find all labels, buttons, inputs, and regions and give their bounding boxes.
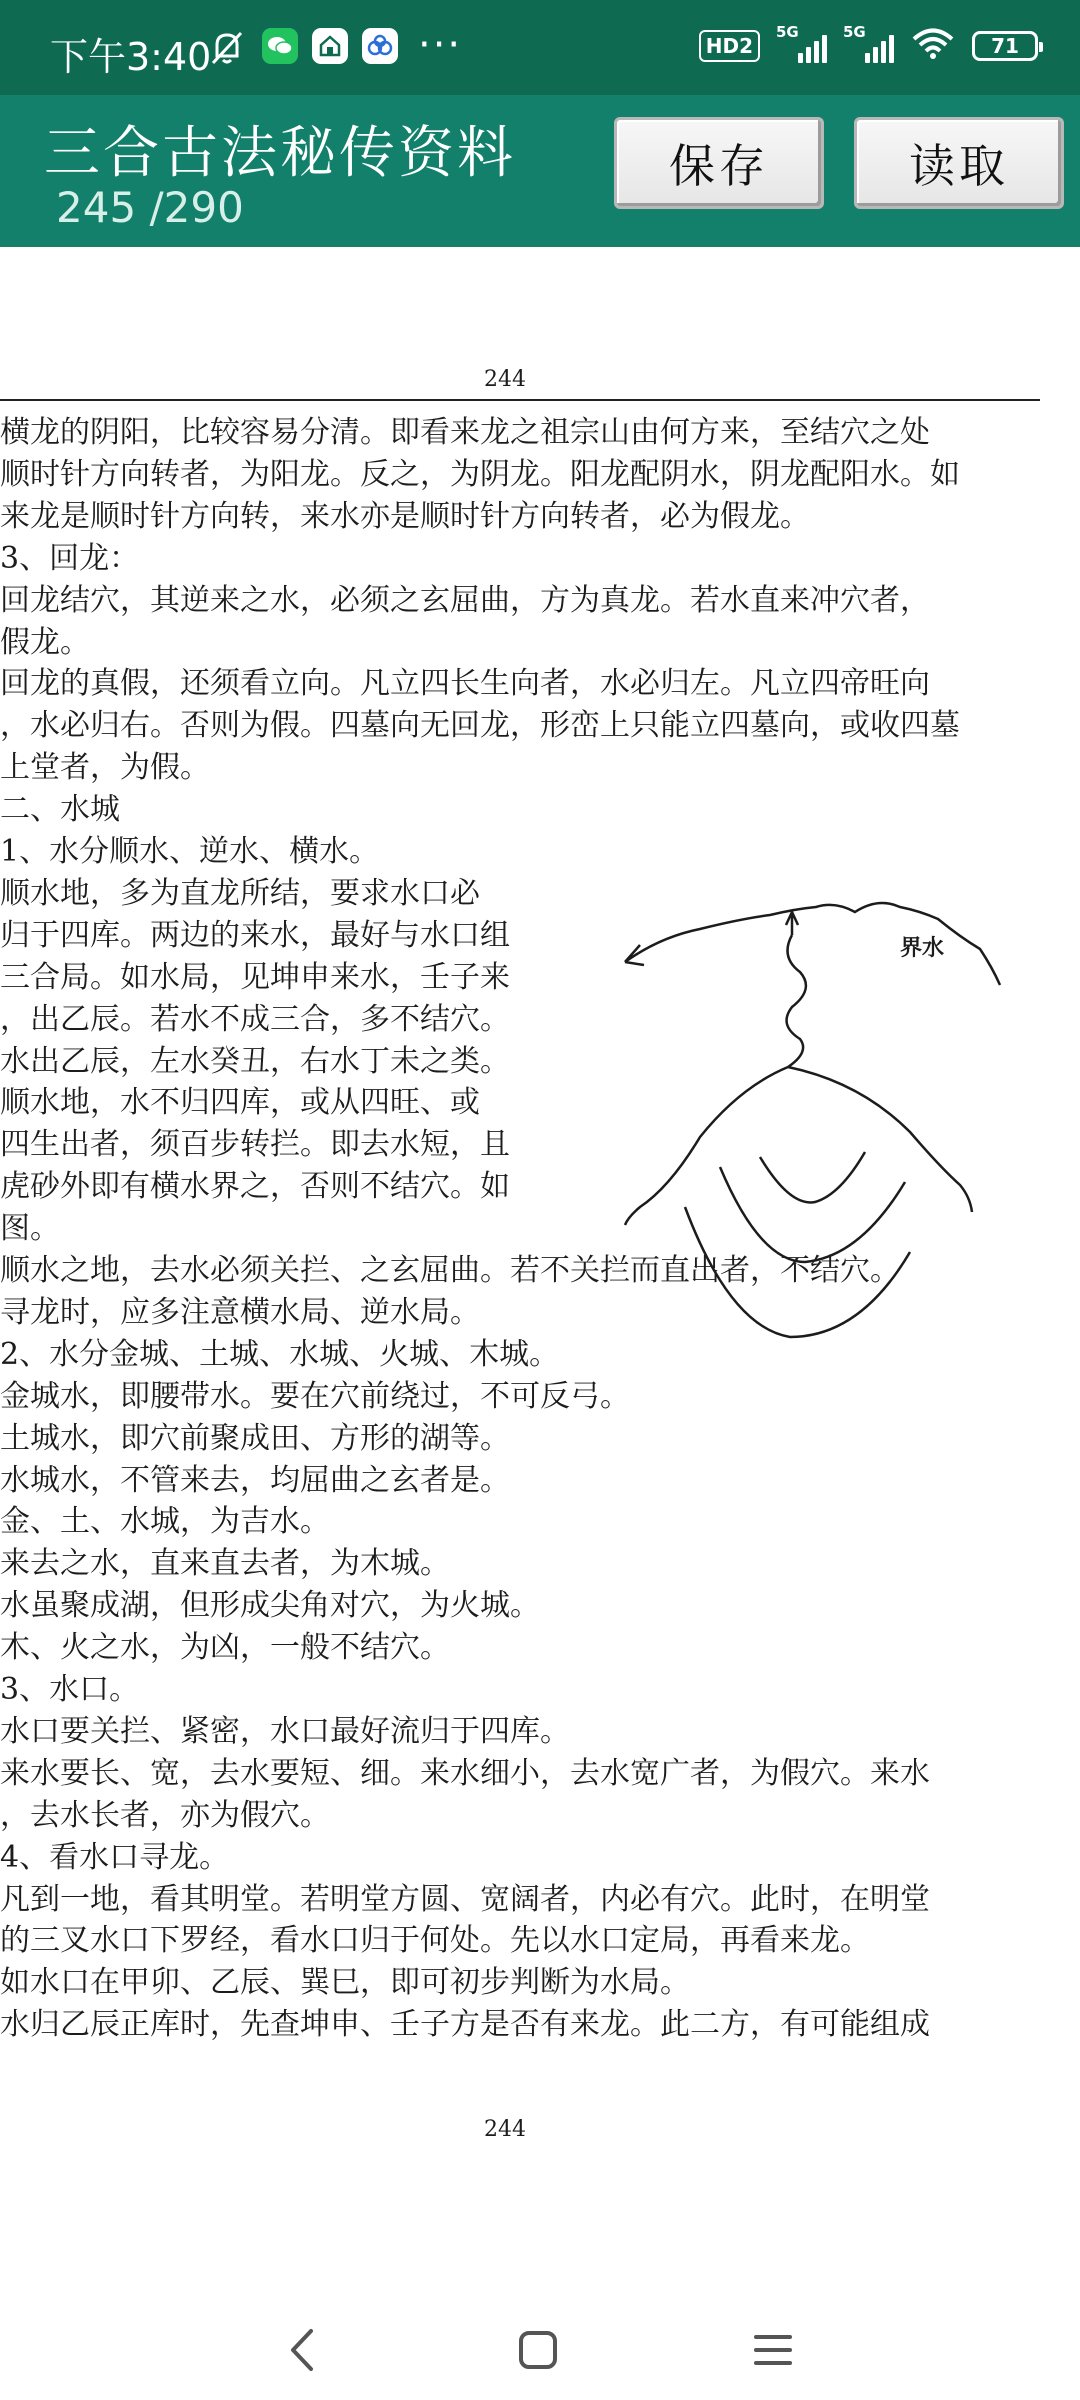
text-line: 归于四库。两边的来水，最好与水口组	[0, 917, 510, 953]
text-line: 假龙。	[0, 624, 90, 660]
text-line: 水虽聚成湖，但形成尖角对穴，为火城。	[0, 1588, 540, 1624]
load-button[interactable]: 读取	[854, 117, 1064, 209]
signal-2-label: 5G	[843, 23, 866, 41]
text-line: 顺时针方向转者，为阳龙。反之，为阴龙。阳龙配阴水，阴龙配阳水。如	[0, 456, 960, 492]
text-line: 二、水城	[0, 792, 120, 828]
back-icon[interactable]	[268, 2317, 338, 2383]
text-line: 土城水，即穴前聚成田、方形的湖等。	[0, 1420, 510, 1456]
menu-icon[interactable]	[738, 2317, 808, 2383]
text-line: ，去水长者，亦为假穴。	[0, 1797, 330, 1833]
text-line: 水出乙辰，左水癸丑，右水丁未之类。	[0, 1043, 510, 1079]
page-counter: 245 /290	[56, 183, 244, 232]
text-line: 四生出者，须百步转拦。即去水短，且	[0, 1127, 510, 1163]
text-line: 回龙结穴，其逆来之水，必须之玄屈曲，方为真龙。若水直来冲穴者，	[0, 582, 930, 618]
figure-label: 界水	[900, 936, 945, 961]
text-line: 顺水地，水不归四库，或从四旺、或	[0, 1085, 480, 1121]
text-line: 横龙的阴阳，比较容易分清。即看来龙之祖宗山由何方来，至结穴之处	[0, 415, 930, 450]
save-button[interactable]: 保存	[614, 117, 824, 209]
text-line: 图。	[0, 1211, 60, 1247]
text-line: 木、火之水，为凶，一般不结穴。	[0, 1630, 450, 1666]
text-line: 水城水，不管来去，均屈曲之玄者是。	[0, 1462, 510, 1498]
page-number-bottom: 244	[484, 2117, 526, 2142]
wechat-icon	[262, 28, 298, 64]
status-bar	[0, 0, 1080, 95]
battery-level: 71	[991, 34, 1019, 58]
text-line: ，出乙辰。若水不成三合，多不结穴。	[0, 1001, 510, 1037]
signal-1-label: 5G	[776, 23, 799, 41]
home-icon[interactable]	[503, 2317, 573, 2383]
text-line: 三合局。如水局，见坤申来水，壬子来	[0, 959, 510, 995]
text-line: 水归乙辰正库时，先查坤申、壬子方是否有来龙。此二方，有可能组成	[0, 2007, 930, 2043]
text-line: 寻龙时，应多注意横水局、逆水局。	[0, 1294, 480, 1330]
wifi-icon	[912, 28, 954, 64]
page-number-top: 244	[484, 367, 526, 392]
text-line: 回龙的真假，还须看立向。凡立四长生向者，水必归左。凡立四帝旺向	[0, 666, 930, 702]
water-boundary-diagram	[620, 867, 1040, 1507]
signal-1-icon	[776, 23, 827, 63]
text-line: 1、水分顺水、逆水、横水。	[0, 834, 380, 869]
header-rule	[0, 399, 1040, 401]
hd-voice-badge: HD2	[699, 30, 760, 62]
battery-icon	[972, 31, 1038, 61]
text-line: 3、水口。	[0, 1672, 140, 1707]
text-line: 2、水分金城、土城、水城、火城、木城。	[0, 1336, 560, 1372]
text-line: 来去之水，直来直去者，为木城。	[0, 1546, 450, 1582]
text-line: 3、回龙：	[0, 540, 140, 576]
text-line: 如水口在甲卯、乙辰、巽巳，即可初步判断为水局。	[0, 1965, 690, 2001]
status-time: 下午3:40	[50, 35, 212, 79]
text-line: 的三叉水口下罗经，看水口归于何处。先以水口定局，再看来龙。	[0, 1923, 870, 1959]
app-header	[0, 95, 1080, 247]
document-page[interactable]	[0, 247, 1080, 2297]
text-line: 金、土、水城，为吉水。	[0, 1504, 330, 1540]
text-line: 顺水之地，去水必须关拦、之玄屈曲。若不关拦而直出者，不结穴。	[0, 1253, 900, 1288]
more-notifications-icon: ···	[418, 22, 463, 68]
text-line: 凡到一地，看其明堂。若明堂方圆、宽阔者，内必有穴。此时，在明堂	[0, 1881, 930, 1917]
text-line: 4、看水口寻龙。	[0, 1839, 230, 1875]
mute-bell-icon	[210, 30, 244, 70]
text-line: ，水必归右。否则为假。四墓向无回龙，形峦上只能立四墓向，或收四墓	[0, 708, 960, 744]
signal-2-icon	[843, 23, 894, 63]
navigation-bar	[0, 2297, 1080, 2400]
text-line: 金城水，即腰带水。要在穴前绕过，不可反弓。	[0, 1378, 630, 1414]
app-icon-2	[312, 28, 348, 64]
app-icon-3	[362, 28, 398, 64]
text-line: 来水要长、宽，去水要短、细。来水细小，去水宽广者，为假穴。来水	[0, 1755, 930, 1791]
text-line: 顺水地，多为直龙所结，要求水口必	[0, 875, 480, 911]
app-title: 三合古法秘传资料	[44, 121, 516, 186]
text-line: 来龙是顺时针方向转，来水亦是顺时针方向转者，必为假龙。	[0, 498, 810, 534]
text-line: 水口要关拦、紧密，水口最好流归于四库。	[0, 1713, 570, 1749]
text-line: 上堂者，为假。	[0, 750, 210, 786]
text-line: 虎砂外即有横水界之，否则不结穴。如	[0, 1169, 510, 1205]
